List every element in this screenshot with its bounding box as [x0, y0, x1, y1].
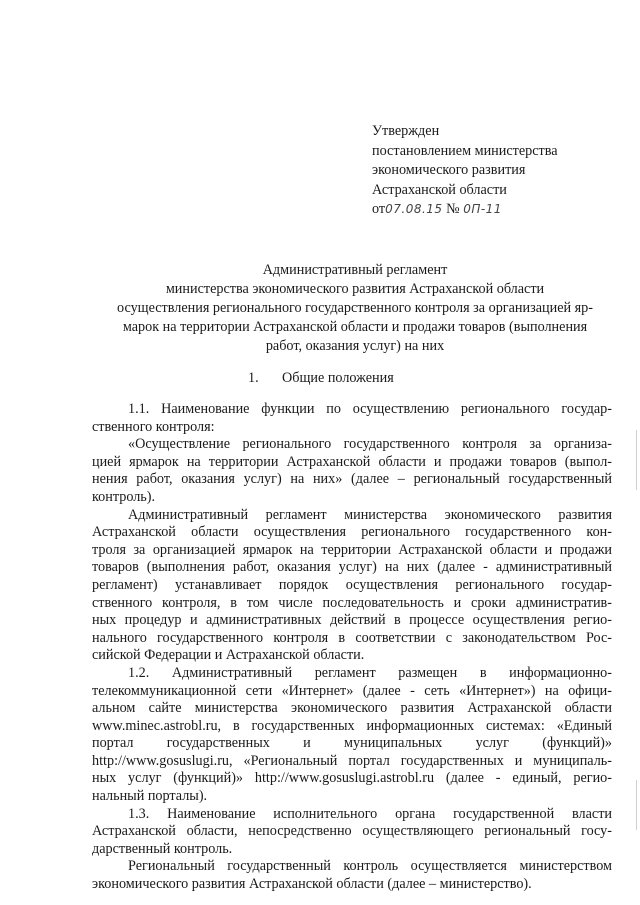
handwritten-number: 0П-11 [463, 202, 502, 216]
body-line: Региональный государственный контроль осуществляется министерством [128, 858, 612, 875]
section-number: 1. [248, 370, 259, 386]
scan-edge-mark [636, 780, 637, 830]
body-line: нения работ, оказания услуг) на них» (далее – региональный государственный [92, 471, 612, 488]
date-prefix: от [372, 201, 386, 217]
body-line: товаров (выполнения работ, оказания услуг) на них (далее - административный [92, 559, 612, 576]
scan-edge-mark [636, 430, 637, 490]
title-line: работ, оказания услуг) на них [265, 338, 445, 354]
body-line: контроль). [92, 488, 156, 505]
approval-line: Астраханской области [372, 181, 507, 198]
body-line: портал государственных и муниципальных услуг (функций)» [92, 735, 612, 752]
body-line: телекоммуникационной сети «Интернет» (далее - сеть «Интернет») на офици- [92, 682, 612, 699]
body-line: 1.1. Наименование функции по осуществлению регионального государ- [128, 401, 612, 417]
body-line: троля за организацией ярмарок на территории Астраханской области и продажи [92, 541, 612, 558]
title-line: министерства экономического развития Астраханской области [165, 281, 545, 297]
approval-line: экономического развития [372, 162, 526, 178]
approval-line: постановлением министерства [372, 142, 558, 159]
approval-date-line [372, 200, 558, 220]
body-line: Астраханской области осуществления регионального государственного кон- [92, 524, 612, 541]
title-line: осуществления регионального государственного контроля за организацией яр- [117, 300, 593, 316]
body-line: ных процедур и административных действий в процессе осуществления регио- [92, 612, 612, 629]
body-line: Административный регламент министерства экономического развития [128, 506, 612, 523]
body-line: ственного контроля, в том числе последовательность и сроки административ- [92, 594, 612, 611]
title-line: Административный регламент [262, 262, 448, 278]
document-body [92, 401, 612, 894]
body-line: альном сайте министерства экономического развития Астраханской области [92, 700, 612, 717]
body-line: www.minec.astrobl.ru, в государственных информационных системах: «Единый [92, 717, 612, 734]
body-line: регламент) устанавливает порядок осуществления регионального государ- [92, 576, 612, 593]
body-line: нальный порталы). [92, 788, 208, 805]
body-line: ственного контроля: [92, 418, 215, 435]
body-line: экономического развития Астраханской области (далее – министерство). [92, 876, 532, 893]
body-line: Астраханской области, непосредственно осуществляющего региональный госу- [92, 823, 612, 840]
body-line: «Осуществление регионального государственного контроля за организа- [128, 436, 612, 453]
body-line: нального государственного контроля в соответствии с законодательством Рос- [92, 629, 612, 646]
body-line: дарственный контроль. [92, 840, 233, 857]
approval-line: Утвержден [372, 123, 440, 139]
body-line: http://www.gosuslugi.ru, «Региональный портал государственных и муниципаль- [92, 752, 612, 769]
body-line: сийской Федерации и Астраханской области. [92, 647, 365, 664]
document-title [80, 261, 630, 356]
body-line: ных услуг (функций)» http://www.gosuslugi.astrobl.ru (далее - единый, регио- [92, 770, 612, 787]
body-line: цией ярмарок на территории Астраханской области и продажи товаров (выпол- [92, 453, 612, 470]
body-line: 1.2. Административный регламент размещен в информационно- [128, 664, 612, 681]
body-line: 1.3. Наименование исполнительного органа государственной власти [128, 805, 612, 822]
title-line: марок на территории Астраханской области и продажи товаров (выполнения [122, 319, 588, 335]
number-sign: № [446, 201, 460, 217]
approval-stamp [372, 122, 558, 220]
section-title: Общие положения [282, 370, 394, 386]
handwritten-date: 07.08.15 [385, 202, 443, 216]
